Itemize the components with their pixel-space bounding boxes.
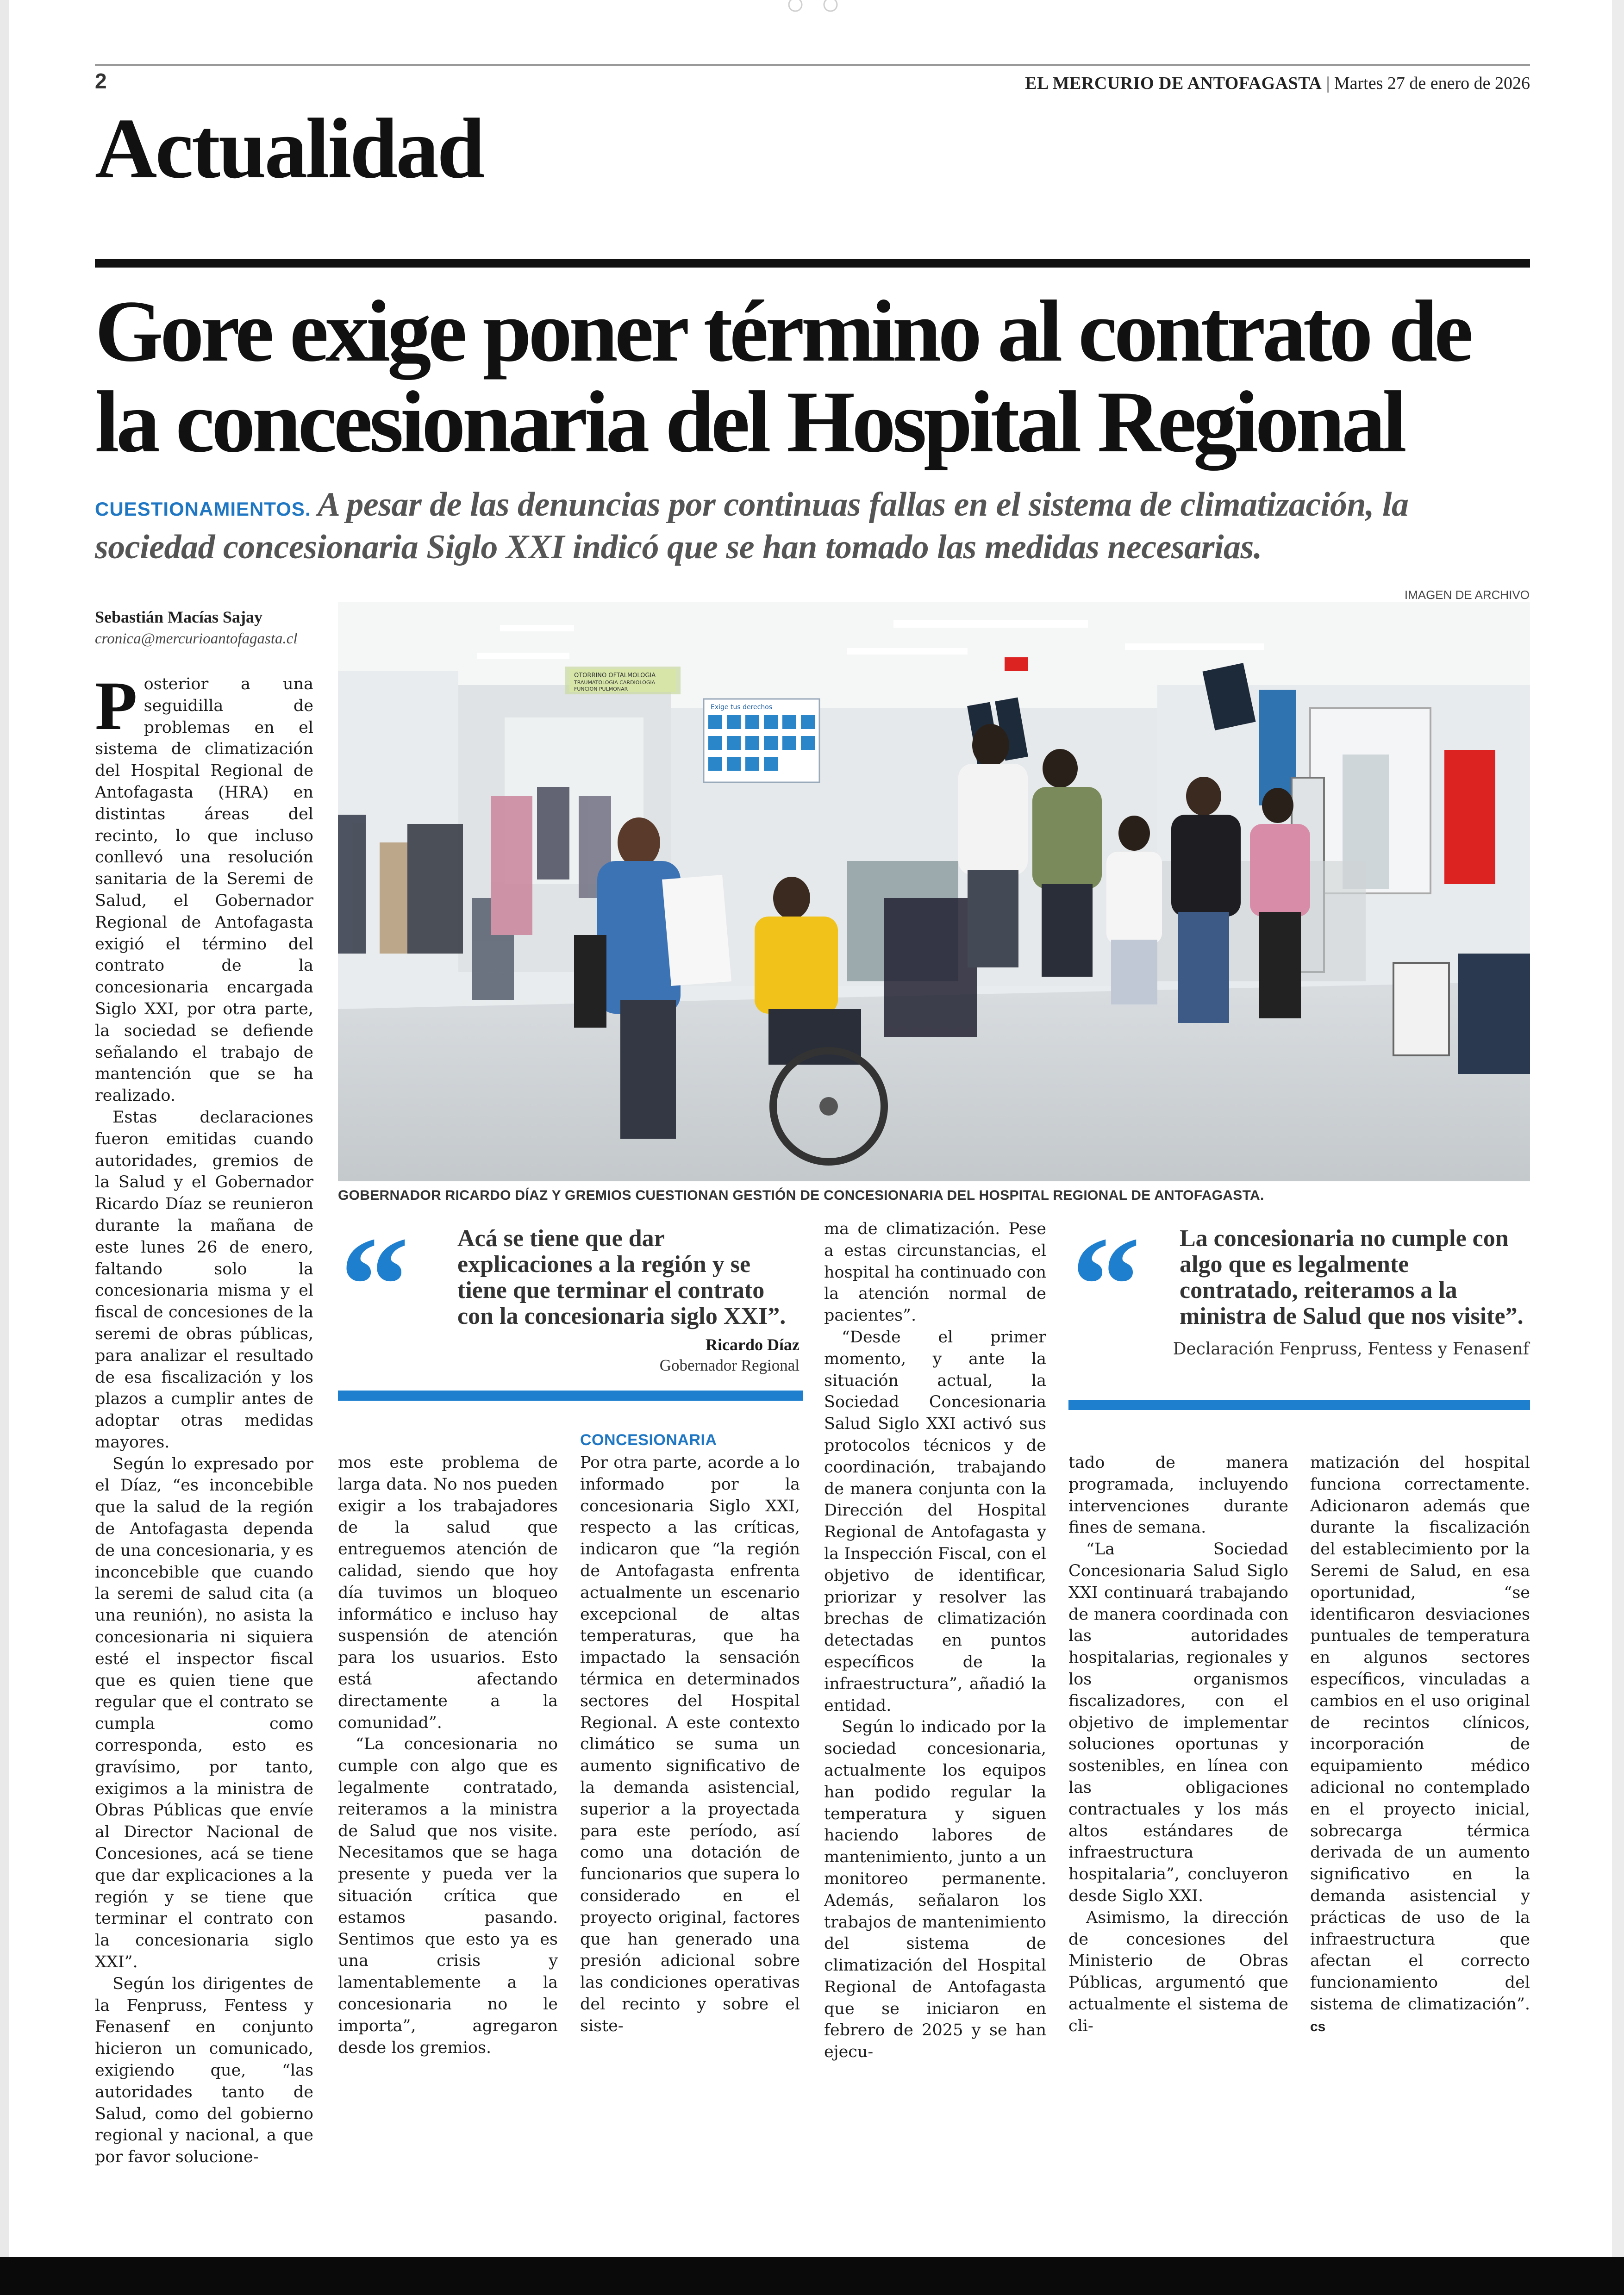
end-mark-icon: cs	[1310, 2019, 1326, 2034]
paragraph: Estas declaraciones fueron emitidas cuando autoridades, gremios de la Salud y el Gobernador Ricardo Díaz se reunieron durante la mañana de este lunes 26 de enero, faltando solo la concesionaria misma y el fiscal de concesiones de la seremi de obras públicas, para analizar el resultado de esa fiscalización y los plazos a cumplir antes de adoptar otras medidas mayores.	[95, 1108, 313, 1452]
dek	[95, 483, 1535, 568]
kicker: CUESTIONAMIENTOS.	[95, 498, 311, 520]
quote-mark-icon: “	[1071, 1208, 1141, 1362]
header-top-rule	[95, 64, 1530, 66]
byline-email: cronica@mercurioantofagasta.cl	[95, 630, 298, 647]
paragraph: ma de climatización. Pese a estas circunstancias, el hospital ha continuado con la atención normal de pacientes”.	[824, 1220, 1046, 1325]
headline-line-1: Gore exige poner término al contrato de	[95, 283, 1470, 380]
headline-line-2: la concesionaria del Hospital Regional	[95, 374, 1404, 471]
bottom-black-bar	[0, 2257, 1624, 2295]
pull-quote-2	[1068, 1208, 1530, 1408]
hospital-waiting-room-image	[338, 602, 1530, 1181]
masthead: EL MERCURIO DE ANTOFAGASTA | Martes 27 de enero de 2026	[1025, 74, 1530, 93]
svg-text:OTORRINO OFTALMOLOGIA: OTORRINO OFTALMOLOGIA	[574, 672, 656, 679]
dropcap: P	[95, 667, 137, 744]
quote-2-text: La concesionaria no cumple con algo que es legalmente contratado, reiteramos a la ministra de Salud que nos visite”.	[1180, 1225, 1524, 1329]
article-column-4	[824, 1218, 1046, 2063]
dek-text: A pesar de las denuncias por continuas fallas en el sistema de climatización, la sociedad concesionaria Siglo XXI indicó que se han tomado las medidas necesarias.	[95, 486, 1409, 566]
article-column-5	[1068, 1452, 1288, 2037]
paragraph: “La concesionaria no cumple con algo que es legalmente contratado, reiteramos a la ministra de Salud que nos visite. Necesitamos que se haga presente y pueda ver la situación crítica que estamos pasando. Sentimos que esto ya es una crisis y lamentablemente a la concesionaria no le importa”, agregaron desde los gremios.	[338, 1735, 558, 2057]
right-page-edge	[1612, 0, 1624, 2295]
left-page-edge	[0, 0, 9, 2295]
paragraph: tado de manera programada, incluyendo intervenciones durante fines de semana.	[1068, 1453, 1288, 1537]
hospital-photo	[338, 602, 1530, 1181]
quote-1-rule	[338, 1391, 803, 1401]
paragraph: Asimismo, la dirección de concesiones del Ministerio de Obras Públicas, argumentó que actualmente el sistema de cli-	[1068, 1908, 1288, 2035]
paragraph: “Desde el primer momento, y ante la situación actual, la Sociedad Concesionaria Salud Siglo XXI activó sus protocolos técnicos y de coordinación, trabajando de manera conjunta con la Dirección del Hospital Regional de Antofagasta y la Inspección Fiscal, con el objetivo de identificar, priorizar y resolver las brechas de climatización detectadas en puntos específicos de la infraestructura”, añadió la entidad.	[824, 1328, 1046, 1715]
headline-rule	[95, 259, 1530, 268]
article-column-6	[1310, 1452, 1530, 2037]
quote-mark-icon: “	[340, 1208, 409, 1362]
article-column-2	[338, 1452, 558, 2058]
paragraph: Por otra parte, acorde a lo informado por la concesionaria Siglo XXI, respecto a las críticas, indicaron que “la región de Antofagasta enfrenta actualmente un escenario excepcional de altas temperaturas, que ha impactado la sensación térmica en determinados sectores del Hospital Regional. A este contexto climático se suma un aumento significativo de la demanda asistencial, superior a la proyectada para este período, así como una dotación de funcionarios que supera lo considerado en el proyecto original, factores que han generado una presión adicional sobre las condiciones operativas del recinto y sobre el siste-	[580, 1453, 800, 2035]
paragraph: Según lo indicado por la sociedad concesionaria, actualmente los equipos han podido regular la temperatura y siguen haciendo labores de mantenimiento, junto a un monitoreo permanente. Además, señalaron los trabajos de mantenimiento del sistema de climatización del Hospital Regional de Antofagasta que se iniciaron en febrero de 2025 y se han ejecu-	[824, 1718, 1046, 2062]
viewer-page-dots-icon	[781, 0, 845, 16]
svg-text:TRAUMATOLOGIA CARDIOLOGIA: TRAUMATOLOGIA CARDIOLOGIA	[574, 680, 656, 686]
byline-author: Sebastián Macías Sajay	[95, 608, 263, 626]
page-number: 2	[95, 69, 107, 93]
subhead: CONCESIONARIA	[580, 1431, 717, 1449]
quote-2-source: Declaración Fenpruss, Fentess y Fenasenf	[1173, 1340, 1529, 1359]
photo-credit: IMAGEN DE ARCHIVO	[1404, 588, 1530, 602]
quote-1-text: Acá se tiene que dar explicaciones a la región y se tiene que terminar el contrato con la concesionaria siglo XXI”.	[457, 1225, 786, 1329]
masthead-name: EL MERCURIO DE ANTOFAGASTA	[1025, 74, 1322, 93]
section-title: Actualidad	[95, 101, 483, 196]
headline	[95, 283, 1539, 471]
paragraph: Según los dirigentes de la Fenpruss, Fentess y Fenasenf en conjunto hicieron un comunicado, exigiendo que, “las autoridades tanto de Salud, como del gobierno regional y nacional, a que por favor solucione-	[95, 1974, 313, 2167]
paragraph: Posterior a una seguidilla de problemas en el sistema de climatización del Hospital Regional de Antofagasta (HRA) en distintas áreas del recinto, lo que incluso conllevó una resolución sanitaria de la Seremi de Salud, el Gobernador Regional de Antofagasta exigió el término del contrato de la concesionaria encargada Siglo XXI, por otra parte, la sociedad se defiende señalando el trabajo de mantención que se ha realizado.	[95, 667, 313, 1105]
paragraph: Según lo expresado por el Díaz, “es inconcebible que la salud de la región de Antofagasta dependa de una concesionaria, y es inconcebible que cuando la seremi de salud cita (a una reunión), no asista la concesionaria ni siquiera esté el inspector fiscal que es quien tiene que regular que el contrato se cumpla como corresponda, esto es gravísimo, por tanto, exigimos a la ministra de Obras Públicas que envíe al Director Nacional de Concesiones, acá se tiene que dar explicaciones a la región y se tiene que terminar el contrato con la concesionaria siglo XXI”.	[95, 1454, 313, 1972]
quote-2-rule	[1068, 1400, 1530, 1410]
quote-1-author: Ricardo Díaz	[706, 1335, 800, 1354]
paragraph: matización del hospital funciona correctamente. Adicionaron además que durante la fiscalización del establecimiento por la Seremi de Salud, en esa oportunidad, “se identificaron desviaciones puntuales de temperatura en algunos sectores específicos, vinculadas a cambios en el uso original de recintos clínicos, incorporación de equipamiento médico adicional no contemplado en el proyecto inicial, sobrecarga térmica derivada de un aumento significativo en la demanda asistencial y prácticas de uso de la infraestructura que afectan el correcto funcionamiento del sistema de climatización”. cs	[1310, 1453, 1530, 2034]
article-column-1	[95, 667, 313, 2168]
pull-quote-1	[338, 1208, 803, 1408]
masthead-date: Martes 27 de enero de 2026	[1334, 74, 1530, 93]
article-column-3	[580, 1431, 800, 2037]
svg-text:Exige tus derechos: Exige tus derechos	[711, 704, 773, 711]
paragraph: “La Sociedad Concesionaria Salud Siglo XXI continuará trabajando de manera coordinada con las autoridades hospitalarias, regionales y los organismos fiscalizadores, con el objetivo de implementar soluciones oportunas y sostenibles, en línea con las obligaciones contractuales y los más altos estándares de infraestructura hospitalaria”, concluyeron desde Siglo XXI.	[1068, 1540, 1288, 1905]
paragraph: mos este problema de larga data. No nos pueden exigir a los trabajadores de la salud que entreguemos atención de calidad, siendo que hoy día tuvimos un bloqueo informático e incluso hay suspensión de atención para los usuarios. Esto está afectando directamente a la comunidad”.	[338, 1453, 558, 1732]
svg-text:FUNCION PULMONAR: FUNCION PULMONAR	[574, 686, 628, 692]
photo-caption: GOBERNADOR RICARDO DÍAZ Y GREMIOS CUESTIONAN GESTIÓN DE CONCESIONARIA DEL HOSPITAL REGIONAL DE ANTOFAGASTA.	[338, 1188, 1264, 1203]
quote-1-attribution	[475, 1335, 800, 1375]
quote-1-role: Gobernador Regional	[659, 1356, 800, 1374]
